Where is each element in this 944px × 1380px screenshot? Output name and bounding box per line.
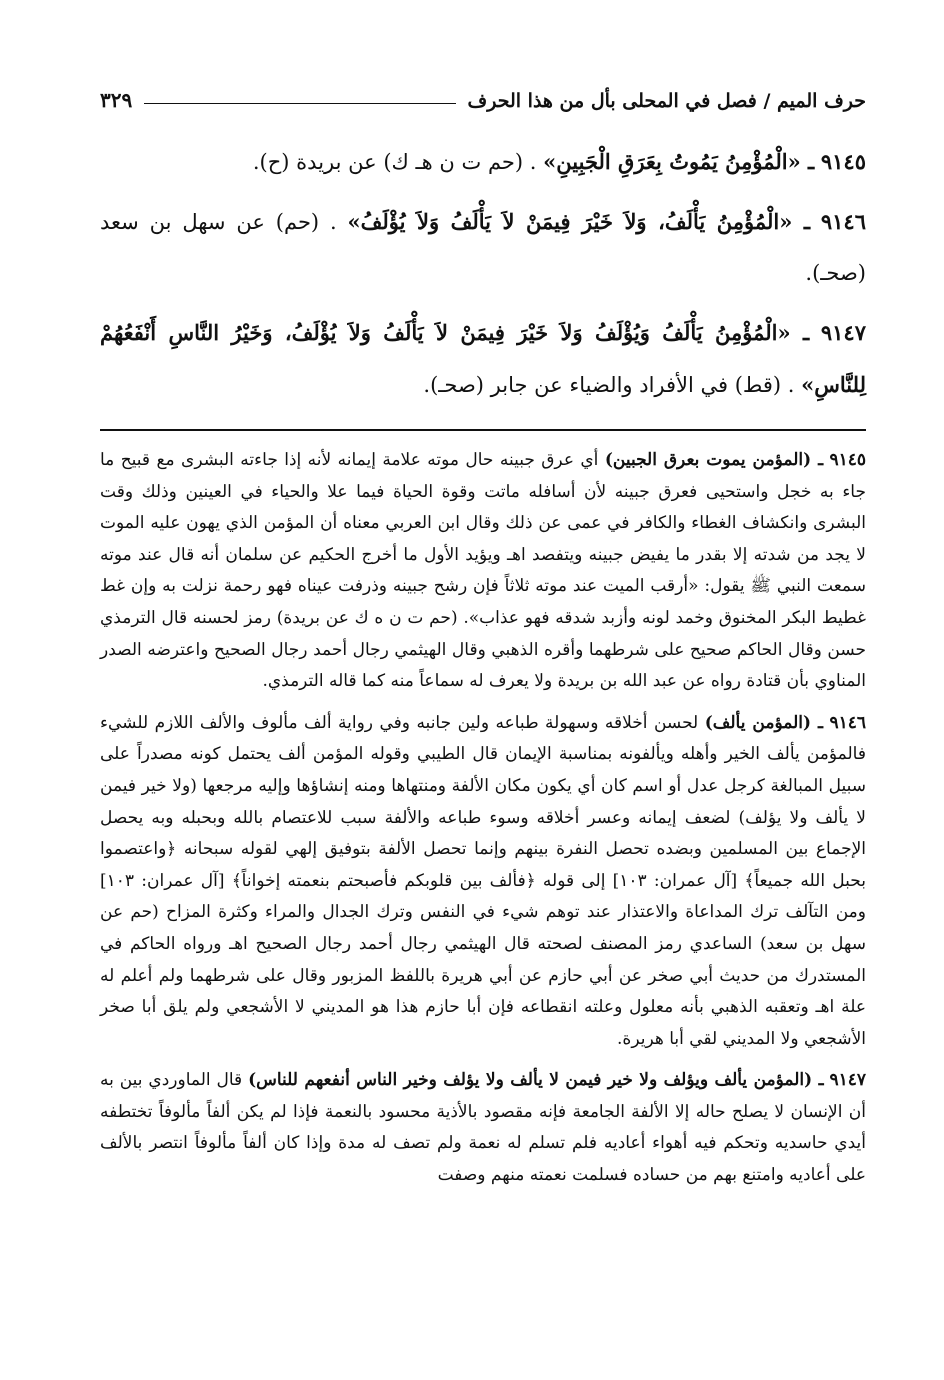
hadith-quote: «الْمُؤْمِنُ يَمُوتُ بِعَرَقِ الْجَبِينِ» <box>543 149 801 174</box>
hadith-source: . (قط) في الأفراد والضياء عن جابر (صحـ). <box>423 373 795 397</box>
hadith-source: . (حم) عن سهل بن سعد (صحـ). <box>100 210 866 285</box>
commentary-number: ٩١٤٥ <box>829 450 867 470</box>
hadith-number: ٩١٤٦ <box>820 209 866 234</box>
commentary-text: لحسن أخلاقه وسهولة طباعه ولين جانبه وفي رواية ألف مألوف والألف اللازم للشيء فالمؤمن يألف الخير وأهله ويألفونه بمناسبة الإيمان قال الطيبي وقوله المؤمن ألف يحتمل كونه مصدراً على سبيل المبالغة كرجل عدل أو اسم كان أي يكون مكان الألفة ومنتهاها ومنه إنشاؤها وإليه مرجعها (ولا خير فيمن لا يألف ولا يؤلف) لضعف إيمانه وعسر أخلاقه وسوء طباعه والألفة سبب للاعتصام بالله وبحبله وبه يحصل الإجماع بين المسلمين وبضده تحصل النفرة بينهم وإنما تحصل الألفة بتوفيق إلهي لقوله سبحانه ﴿واعتصموا بحبل الله جميعاً﴾ [آل عمران: ١٠٣] إلى قوله ﴿فألف بين قلوبكم فأصبحتم بنعمته إخواناً﴾ [آل عمران: ١٠٣] ومن التآلف ترك المداعاة والاعتذار عند توهم شيء في النفس وترك الجدال والمراء وكثرة المزاح (حم عن سهل بن سعد) الساعدي رمز المصنف لصحته قال الهيثمي رجال أحمد رجال الصحيح اهـ ورواه الحاكم في المستدرك من حديث أبي صخر عن أبي حازم عن أبي هريرة باللفظ المزبور وقال على شرطهما ولم أعلم له علة اهـ وتعقبه الذهبي بأنه معلول وعلته انقطاعه فإن أبا حازم هذا هو المديني لا الأشجعي ولم يلق أبا صخر الأشجعي ولا المديني لقي أبا هريرة. <box>100 712 867 1049</box>
hadith-number: ٩١٤٥ <box>820 149 866 174</box>
commentary-number: ٩١٤٧ <box>829 1070 866 1091</box>
hadith-number: ٩١٤٧ <box>820 320 866 345</box>
hadith-text-block <box>100 136 866 411</box>
hadith-entry: ٩١٤٧ ـ «الْمُؤْمِنُ يَأْلَفُ وَيُؤْلَفُ وَلاَ خَيْرَ فِيمَنْ لاَ يَأْلَفُ وَلاَ يُؤْلَفُ، وَخَيْرُ النَّاسِ أَنْفَعُهُمْ لِلنَّاسِ» . (قط) في الأفراد والضياء عن جابر (صحـ). <box>100 320 866 397</box>
commentary-lead: (المؤمن يألف ويؤلف ولا خير فيمن لا يألف ولا يؤلف وخير الناس أنفعهم للناس) <box>248 1070 813 1091</box>
commentary-lead: (المؤمن يموت بعرق الجبين) <box>604 450 812 470</box>
commentary-entry: ٩١٤٦ ـ (المؤمن يألف) لحسن أخلاقه وسهولة طباعه ولين جانبه وفي رواية ألف مألوف والألف اللازم للشيء فالمؤمن يألف الخير وأهله ويألفونه بمناسبة الإيمان قال الطيبي وقوله المؤمن ألف يحتمل كونه مصدراً على سبيل المبالغة كرجل عدل أو اسم كان أي يكون مكان الألفة ومنتهاها ومنه إنشاؤها وإليه مرجعها (ولا خير فيمن لا يألف ولا يؤلف) لضعف إيمانه وعسر أخلاقه وسوء طباعه والألفة سبب للاعتصام بالله وبحبله وبه يحصل الإجماع بين المسلمين وبضده تحصل النفرة بينهم وإنما تحصل الألفة بتوفيق إلهي لقوله سبحانه ﴿واعتصموا بحبل الله جميعاً﴾ [آل عمران: ١٠٣] إلى قوله ﴿فألف بين قلوبكم فأصبحتم بنعمته إخواناً﴾ [آل عمران: ١٠٣] ومن التآلف ترك المداعاة والاعتذار عند توهم شيء في النفس وترك الجدال والمراء وكثرة المزاح (حم عن سهل بن سعد) الساعدي رمز المصنف لصحته قال الهيثمي رجال أحمد رجال الصحيح اهـ ورواه الحاكم في المستدرك من حديث أبي صخر عن أبي حازم عن أبي هريرة باللفظ المزبور وقال على شرطهما ولم أعلم له علة اهـ وتعقبه الذهبي بأنه معلول وعلته انقطاعه فإن أبا حازم هذا هو المديني لا الأشجعي ولم يلق أبا صخر الأشجعي ولا المديني لقي أبا هريرة. <box>100 712 867 1049</box>
header-title: حرف الميم / فصل في المحلى بأل من هذا الحرف <box>467 90 866 112</box>
section-divider <box>100 429 866 431</box>
commentary-text: قال الماوردي بين به أن الإنسان لا يصلح حاله إلا الألفة الجامعة فإنه مقصود بالأذية محسود بالنعمة فإذا لم يكن ألفاً مألوفاً تختطفه أيدي حاسديه وتحكم فيه أهواء أعاديه فلم تسلم له نعمة ولم تصف له مدة وإذا كان ألفاً مألوفاً انتصر بالألف على أعاديه وامتنع بهم من حساده فسلمت نعمته منهم وصفت <box>100 1070 866 1186</box>
hadith-entry: ٩١٤٥ ـ «الْمُؤْمِنُ يَمُوتُ بِعَرَقِ الْجَبِينِ» . (حم ت ن هـ ك) عن بريدة (ح). <box>252 149 866 174</box>
commentary-entry: ٩١٤٥ ـ (المؤمن يموت بعرق الجبين) أي عرق جبينه حال موته علامة إيمانه لأنه إذا جاءته البشرى مع قبيح ما جاء به خجل واستحيى فعرق جبينه لأن أسافله ماتت وقوة الحياة فيما علا والحياء في العينين وذلك وقت البشرى وانكشاف الغطاء والكافر في عمى عن ذلك وقال ابن العربي معناه أن المؤمن الذي يهون عليه الموت لا يجد من شدته إلا بقدر ما يفيض جبينه ويتفصد اهـ ويؤيد الأول ما أخرج الحكيم عن سلمان أنه قال عند موته سمعت النبي ﷺ يقول: «أرقب الميت عند موته ثلاثاً فإن رشح جبينه وذرفت عيناه فهو رحمة نزلت به وإن غط غطيط البكر المخنوق وخمد لونه وأزبد شدقه فهو عذاب». (حم ت ن ه ك عن بريدة) رمز لحسنه قال الترمذي حسن وقال الحاكم صحيح على شرطهما وأقره الذهبي وقال الهيثمي رجال أحمد رجال الصحيح واعترضه الصدر المناوي بأن قتادة رواه عن عبد الله بن بريدة ولا يعرف له سماعاً منه كما قاله الترمذي. <box>100 450 867 692</box>
commentary-number: ٩١٤٦ <box>829 712 866 733</box>
commentary-entry: ٩١٤٧ ـ (المؤمن يألف ويؤلف ولا خير فيمن لا يألف ولا يؤلف وخير الناس أنفعهم للناس) قال الماوردي بين به أن الإنسان لا يصلح حاله إلا الألفة الجامعة فإنه مقصود بالأذية محسود بالنعمة فإذا لم يكن ألفاً مألوفاً تختطفه أيدي حاسديه وتحكم فيه أهواء أعاديه فلم تسلم له نعمة ولم تصف له مدة وإذا كان ألفاً مألوفاً انتصر بالألف على أعاديه وامتنع بهم من حساده فسلمت نعمته منهم وصفت <box>100 1070 866 1186</box>
hadith-source: . (حم ت ن هـ ك) عن بريدة (ح). <box>252 150 537 174</box>
header-rule <box>144 103 455 104</box>
commentary-text: أي عرق جبينه حال موته علامة إيمانه لأنه إذا جاءته البشرى مع قبيح ما جاء به خجل واستحيى فعرق جبينه لأن أسافله ماتت وقوة الحياة فيما علا والحياء في العينين وذلك وقت البشرى وانكشاف الغطاء والكافر في عمى عن ذلك وقال ابن العربي معناه أن المؤمن الذي يهون عليه الموت لا يجد من شدته إلا بقدر ما يفيض جبينه ويتفصد اهـ ويؤيد الأول ما أخرج الحكيم عن سلمان أنه قال عند موته سمعت النبي ﷺ يقول: «أرقب الميت عند موته ثلاثاً فإن رشح جبينه وذرفت عيناه فهو رحمة نزلت به وإن غط غطيط البكر المخنوق وخمد لونه وأزبد شدقه فهو عذاب». (حم ت ن ه ك عن بريدة) رمز لحسنه قال الترمذي حسن وقال الحاكم صحيح على شرطهما وأقره الذهبي وقال الهيثمي رجال أحمد رجال الصحيح واعترضه الصدر المناوي بأن قتادة رواه عن عبد الله بن بريدة ولا يعرف له سماعاً منه كما قاله الترمذي. <box>100 450 866 692</box>
hadith-entry: ٩١٤٦ ـ «الْمُؤْمِنُ يَأْلَفُ، وَلاَ خَيْرَ فِيمَنْ لاَ يَأْلَفُ وَلاَ يُؤْلَفُ» . (حم) عن سهل بن سعد (صحـ). <box>100 209 866 285</box>
hadith-quote: «الْمُؤْمِنُ يَأْلَفُ، وَلاَ خَيْرَ فِيمَنْ لاَ يَأْلَفُ وَلاَ يُؤْلَفُ» <box>347 209 793 234</box>
commentary-block <box>100 445 866 1192</box>
running-header <box>100 76 866 112</box>
page-number: ٣٢٩ <box>100 88 133 112</box>
commentary-lead: (المؤمن يألف) <box>704 712 812 733</box>
hadith-quote: «الْمُؤْمِنُ يَأْلَفُ وَيُؤْلَفُ وَلاَ خَيْرَ فِيمَنْ لاَ يَأْلَفُ وَلاَ يُؤْلَفُ، وَخَيْرُ النَّاسِ أَنْفَعُهُمْ لِلنَّاسِ» <box>100 320 866 397</box>
